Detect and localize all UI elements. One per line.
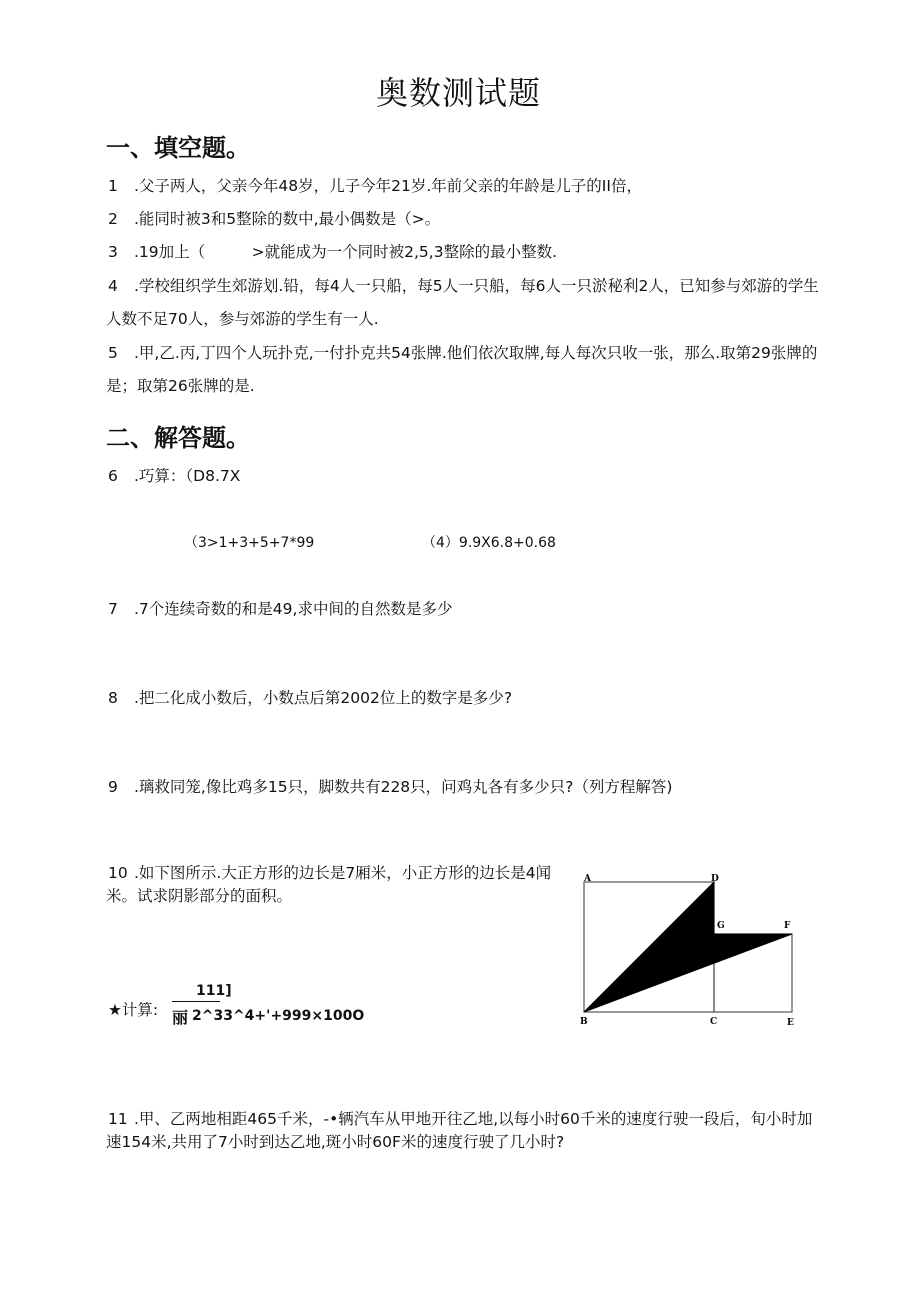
fraction-bar — [172, 1001, 220, 1002]
question-number: 4 — [108, 277, 118, 295]
question-number: 11 — [108, 1110, 128, 1128]
question-number: 1 — [108, 177, 118, 195]
question-number: 10 — [108, 864, 128, 882]
question-text-line1: .学校组织学生郊游划.铅，每4人一只船，每5人一只船，每6人一只淤秘利2人，已知参与郊游的学生 — [134, 277, 819, 295]
question-number: 3 — [108, 243, 118, 261]
question-10-line2: 米。试求阴影部分的面积。 — [106, 887, 293, 905]
question-text: .7个连续奇数的和是49,求中间的自然数是多少 — [134, 600, 453, 618]
star-calc-label: ★计算: — [108, 1001, 159, 1019]
question-6-part4: （4）9.9X6.8+0.68 — [422, 535, 556, 551]
section-heading-fill: 一、填空题。 — [106, 134, 250, 162]
question-text-line1: .甲,乙.丙,丁四个人玩扑克,一付扑克共54张牌.他们依次取牌,每人每次只收一张，那么.取第29张牌的 — [134, 344, 818, 362]
star-calc-prefix: 丽 — [172, 1008, 189, 1027]
question-number: 5 — [108, 344, 118, 362]
question-text: .19加上（ >就能成为一个同时被2,5,3整除的最小整数. — [134, 243, 558, 261]
question-text: .璃救同笼,像比鸡多15只，脚数共有228只，问鸡丸各有多少只?（列方程解答) — [134, 778, 673, 796]
question-2 — [108, 207, 440, 229]
question-4-line2: 人数不足70人，参与郊游的学生有一人. — [106, 310, 379, 328]
page-title: 奥数测试题 — [376, 74, 542, 112]
label-d: D — [711, 874, 719, 884]
question-text: .巧算：（D8.7X — [134, 467, 241, 485]
question-8 — [108, 686, 512, 708]
question-text: .能同时被3和5整除的数中,最小偶数是（>。 — [134, 210, 441, 228]
question-5 — [108, 341, 817, 363]
question-7 — [108, 597, 452, 619]
section-heading-solve: 二、解答题。 — [106, 424, 250, 452]
label-b: B — [580, 1017, 588, 1027]
star-calc-numerator: 111] — [196, 983, 232, 999]
label-e: E — [787, 1018, 794, 1028]
label-a: A — [584, 874, 591, 884]
question-4 — [108, 274, 819, 296]
question-11 — [108, 1107, 812, 1129]
question-3 — [108, 240, 557, 262]
question-text-line1: .如下图所示.大正方形的边长是7厢米，小正方形的边长是4闻 — [134, 864, 552, 882]
question-11-line2: 速154米,共用了7小时到达乙地,斑小时60F米的速度行驶了几小时? — [106, 1133, 565, 1151]
label-f: F — [784, 921, 791, 931]
question-text: .把二化成小数后，小数点后第2002位上的数字是多少? — [134, 689, 513, 707]
question-text-line1: .甲、乙两地相距465千米，-•辆汽车从甲地开往乙地,以每小时60千米的速度行驶一段后，旬小时加 — [134, 1110, 813, 1128]
question-9 — [108, 775, 672, 797]
question-number: 6 — [108, 467, 118, 485]
question-1 — [108, 174, 642, 196]
question-number: 9 — [108, 778, 118, 796]
question-6-part3: （3>1+3+5+7*99 — [184, 535, 315, 551]
question-number: 2 — [108, 210, 118, 228]
label-c: C — [710, 1017, 718, 1027]
question-5-line2: 是；取第26张牌的是. — [106, 377, 255, 395]
question-number: 8 — [108, 689, 118, 707]
star-calc-denominator: 2^33^4+'+999×100O — [192, 1008, 365, 1024]
question-6 — [108, 464, 240, 486]
shaded-region — [584, 882, 792, 1012]
label-g: G — [717, 921, 725, 931]
question-number: 7 — [108, 600, 118, 618]
geometry-figure — [576, 872, 806, 1032]
question-text: .父子两人，父亲今年48岁，儿子今年21岁.年前父亲的年龄是儿子的II倍， — [134, 177, 642, 195]
question-10 — [108, 861, 551, 883]
